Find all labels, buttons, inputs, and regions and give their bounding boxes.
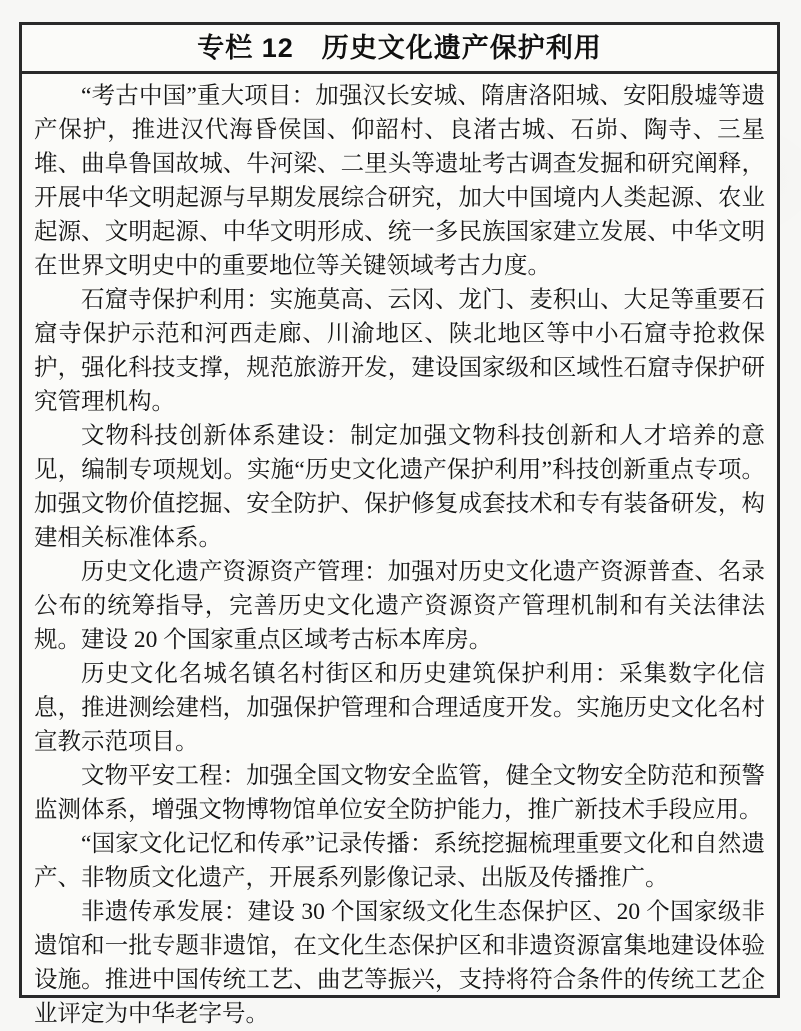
- paragraph-famous-cities-towns-villages: 历史文化名城名镇名村街区和历史建筑保护利用：采集数字化信息，推进测绘建档，加强保护管理和合理适度开发。实施历史文化名村宣教示范项目。: [34, 661, 765, 755]
- paragraph-resource-asset-management: 历史文化遗产资源资产管理：加强对历史文化遗产资源普查、名录公布的统筹指导，完善历史文化遗产资源资产管理机制和有关法律法规。建设 20 个国家重点区域考古标本库房。: [34, 559, 765, 653]
- panel-body: [22, 74, 777, 1027]
- paragraph-national-cultural-memory: “国家文化记忆和传承”记录传播：系统挖掘梳理重要文化和自然遗产、非物质文化遗产，开展系列影像记录、出版及传播推广。: [34, 831, 765, 891]
- paragraph-cultural-relics-safety: 文物平安工程：加强全国文物安全监管，健全文物安全防范和预警监测体系，增强文物博物馆单位安全防护能力，推广新技术手段应用。: [34, 763, 765, 823]
- panel-title: 专栏 12 历史文化遗产保护利用: [22, 25, 777, 74]
- paragraph-science-tech-innovation: 文物科技创新体系建设：制定加强文物科技创新和人才培养的意见，编制专项规划。实施“历史文化遗产保护利用”科技创新重点专项。加强文物价值挖掘、安全防护、保护修复成套技术和专有装备研发，构建相关标准体系。: [34, 423, 765, 551]
- paragraph-archaeology-china: “考古中国”重大项目：加强汉长安城、隋唐洛阳城、安阳殷墟等遗产保护，推进汉代海昏侯国、仰韶村、良渚古城、石峁、陶寺、三星堆、曲阜鲁国故城、牛河梁、二里头等遗址考古调查发掘和研究阐释，开展中华文明起源与早期发展综合研究，加大中国境内人类起源、农业起源、文明起源、中华文明形成、统一多民族国家建立发展、中华文明在世界文明史中的重要地位等关键领域考古力度。: [34, 83, 765, 279]
- paragraph-intangible-heritage: 非遗传承发展：建设 30 个国家级文化生态保护区、20 个国家级非遗馆和一批专题非遗馆，在文化生态保护区和非遗资源富集地建设体验设施。推进中国传统工艺、曲艺等振兴，支持将符合条件的传统工艺企业评定为中华老字号。: [34, 899, 765, 1027]
- column-12-panel: [19, 22, 780, 1027]
- paragraph-grotto-temples: 石窟寺保护利用：实施莫高、云冈、龙门、麦积山、大足等重要石窟寺保护示范和河西走廊、川渝地区、陕北地区等中小石窟寺抢救保护，强化科技支撑，规范旅游开发，建设国家级和区域性石窟寺保护研究管理机构。: [34, 287, 765, 415]
